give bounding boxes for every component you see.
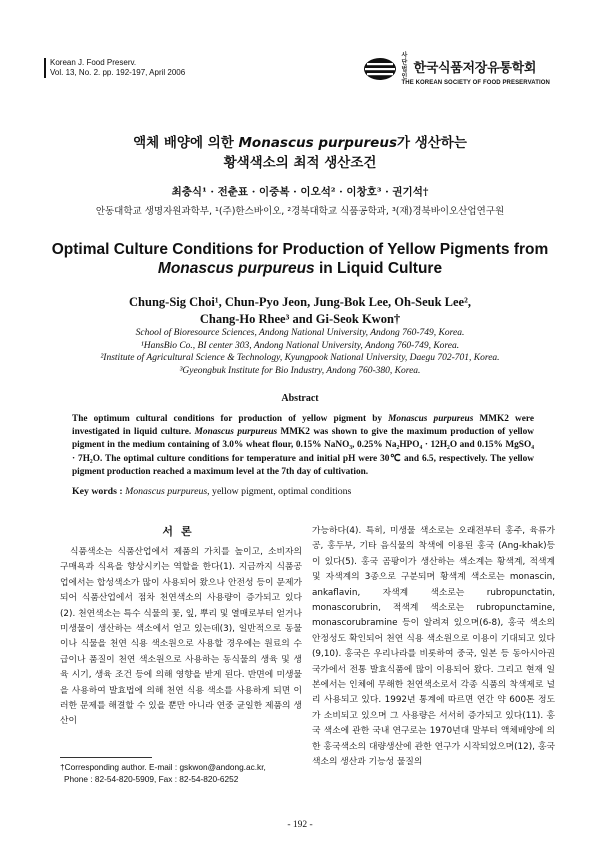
paragraph: 가능하다(4). 특히, 미생물 색소로는 오래전부터 홍주, 육류가공, 홍두부, 기타 음식물의 착색에 이용된 홍국 (Ang-khak)등이 있다(5). 홍국 곰팡이가 생산하는 색소계는 황색계, 적색계 및 자색계의 3종으로 구분되며 황색계 색소로는 monascin, ankaflavin, 자색계 색소로는 rubropunctatin, monascorubrin, 적색계 색소로는 rubropunctamine, monascorubramine 등이 알려져 있으며(6-8), 홍국 색소의 안정성도 확인되어 천연 식용 색소원으로 이용이 기대되고 있다(9,10). 홍국은 우리나라를 비롯하여 중국, 일본 등 동아시아권 국가에서 전통 발효식품에 많이 이용되어 왔다. 그리고 현재 일본에서는 인체에 무해한 천연색소로서 각종 식품의 착색제로 널리 사용되고 있다. 1992년 통계에 따르면 연간 약 600톤 정도가 소비되고 있으며 그 사용량은 서서히 증가되고 있다(11). 홍국 색소에 관한 국내 연구로는 1970년대 말부터 액체배양에 의한 홍국색소의 대량생산에 관한 연구가 시작되었으며(12), 홍국 색소의 생산과 기능성 물질의 bbox=[312, 526, 555, 768]
affiliation-line: ²Institute of Agricultural Science & Technology, Kyungpook National University, Daegu 702-701, Korea. bbox=[100, 353, 500, 363]
affiliation-line: School of Bioresource Sciences, Andong National University, Andong 760-749, Korea. bbox=[135, 328, 465, 338]
keywords: Key words : Monascus purpureus, yellow pigment, optimal conditions bbox=[72, 486, 352, 497]
body-column-left bbox=[60, 545, 302, 730]
english-affiliations bbox=[0, 327, 600, 377]
abstract-heading: Abstract bbox=[281, 393, 319, 404]
affiliation-line: ³Gyeongbuk Institute for Bio Industry, Andong 760-380, Korea. bbox=[179, 365, 421, 376]
journal-volume: Vol. 13, No. 2. pp. 192-197, April 2006 bbox=[50, 68, 186, 77]
corresponding-footnote: †Corresponding author. E-mail : gskwon@andong.ac.kr, Phone : 82-54-820-5909, Fax : 82-54-820-6252 bbox=[60, 762, 266, 784]
affiliation-line: ¹HansBio Co., BI center 303, Andong National University, Andong 760-749, Korea. bbox=[140, 340, 460, 351]
english-title: Optimal Culture Conditions for Production of Yellow Pigments from Monascus purpureus in Liquid Culture bbox=[51, 241, 549, 277]
korean-authors: 최충식¹ · 전춘표 · 이중복 · 이오석² · 이창호³ · 권기석† bbox=[171, 186, 429, 198]
english-authors: Chung-Sig Choi¹, Chun-Pyo Jeon, Jung-Bok Lee, Oh-Seuk Lee², Chang-Ho Rhee³ and Gi-Seok Kwon† bbox=[129, 295, 471, 326]
society-prefix: 사단법인 bbox=[401, 52, 408, 80]
journal-citation bbox=[44, 58, 185, 78]
korean-affiliations: 안동대학교 생명자원과학부, ¹(주)한스바이오, ²경북대학교 식품공학과, ³(재)경북바이오산업연구원 bbox=[95, 206, 505, 217]
journal-name: Korean J. Food Preserv. bbox=[50, 58, 137, 67]
page-number: - 192 - bbox=[287, 820, 313, 830]
korean-title-organism: Monascus purpureus bbox=[238, 135, 397, 151]
abstract-body: The optimum cultural conditions for production of yellow pigment by Monascus purpureus MMK2 were investigated in liquid culture. Monascus purpureus MMK2 was shown to give the maximum production of yellow pigment in the medium containing of 3.0% wheat flour, 0.15% NaNO₃, 0.25% Na₂HPO₄ · 12H₂O and 0.15% MgSO₄ · 7H₂O. The optimal culture conditions for temperature and initial pH were 30℃ and 6.5, respectively. The yellow pigment production reached a maximum level at the 7th day of cultivation. bbox=[72, 414, 534, 477]
section-title: 서론 bbox=[162, 525, 200, 538]
english-title-organism: Monascus purpureus bbox=[157, 260, 315, 277]
society-logo-icon bbox=[362, 56, 398, 82]
body-column-right bbox=[312, 524, 555, 771]
paragraph: 식품색소는 식품산업에서 제품의 가치를 높이고, 소비자의 구매욕과 식욕을 향상시키는 역할을 한다(1). 지금까지 식품공업에서는 합성색소가 많이 사용되어 왔으나 안전성 등이 문제가 되어 식품산업에서 점차 천연색소의 사용량이 증가되고 있다(2). 천연색소는 특수 식물의 꽃, 잎, 뿌리 및 열매로부터 얻거나 미생물이 생산하는 색소에서 얻고 있는데(3), 일반적으로 동물이나 식물을 천연 식용 색소원으로 사용할 경우에는 원료의 수급이나 품질이 천연 색소원으로 사용하는 동식물의 생육 및 생육 시기, 생육 조건 등에 의해 영향을 받게 된다. 반면에 미생물을 사용하여 발효법에 의해 천연 식용 색소를 사용하게 되면 이러한 문제를 해결할 수 있을 뿐만 아니라 연중 균일한 제품의 생산이 bbox=[60, 547, 302, 727]
society-english-name: THE KOREAN SOCIETY OF FOOD PRESERVATION bbox=[401, 80, 550, 86]
korean-title: 액체 배양에 의한 Monascus purpureus가 생산하는 황색색소의 최적 생산조건 bbox=[133, 135, 467, 171]
footnote-divider bbox=[60, 757, 152, 758]
society-korean-name: 한국식품저장유통학회 bbox=[413, 60, 537, 76]
society-header bbox=[362, 52, 550, 86]
